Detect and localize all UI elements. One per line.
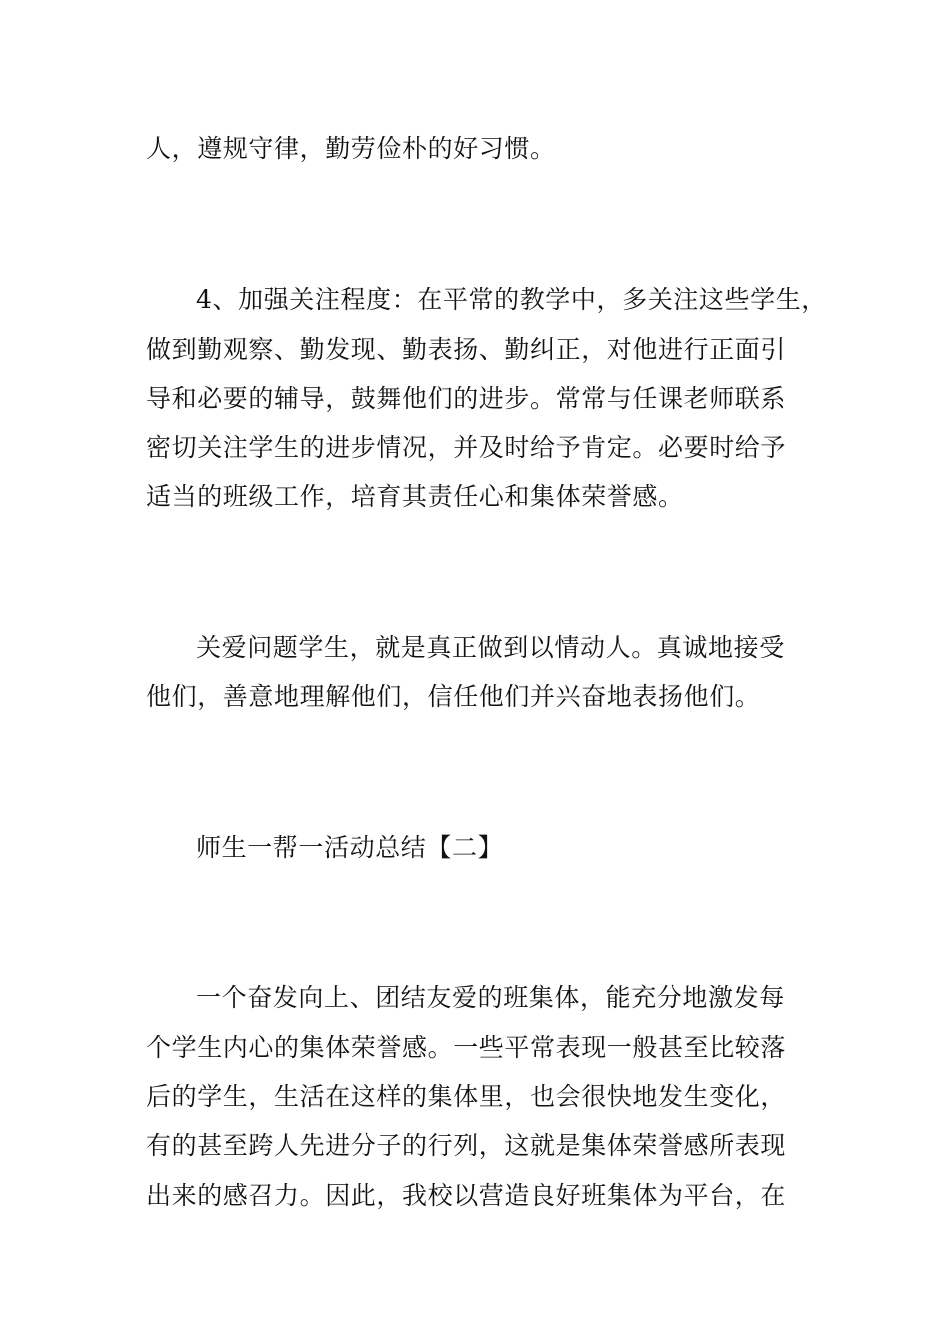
paragraph-line: 适当的班级工作，培育其责任心和集体荣誉感。 (146, 482, 684, 511)
paragraph-line: 出来的感召力。因此，我校以营造良好班集体为平台，在 (146, 1181, 787, 1210)
paragraph-line: 关爱问题学生，就是真正做到以情动人。真诚地接受 (196, 633, 785, 662)
paragraph-line: 有的甚至跨人先进分子的行列，这就是集体荣誉感所表现 (146, 1131, 787, 1160)
section-heading: 师生一帮一活动总结【二】 (196, 833, 504, 862)
paragraph-line: 做到勤观察、勤发现、勤表扬、勤纠正，对他进行正面引 (146, 335, 787, 364)
paragraph-line: 一个奋发向上、团结友爱的班集体，能充分地激发每 (196, 983, 785, 1012)
paragraph-line: 密切关注学生的进步情况，并及时给予肯定。必要时给予 (146, 433, 787, 462)
paragraph-line: 后的学生，生活在这样的集体里，也会很快地发生变化， (146, 1082, 787, 1111)
paragraph-line: 导和必要的辅导，鼓舞他们的进步。常常与任课老师联系 (146, 384, 787, 413)
paragraph-line: 人，遵规守律，勤劳俭朴的好习惯。 (146, 134, 556, 163)
paragraph-line: 他们，善意地理解他们，信任他们并兴奋地表扬他们。 (146, 682, 761, 711)
paragraph-line: 个学生内心的集体荣誉感。一些平常表现一般甚至比较落 (146, 1033, 787, 1062)
paragraph-line: 4、加强关注程度：在平常的教学中，多关注这些学生， (196, 285, 827, 314)
